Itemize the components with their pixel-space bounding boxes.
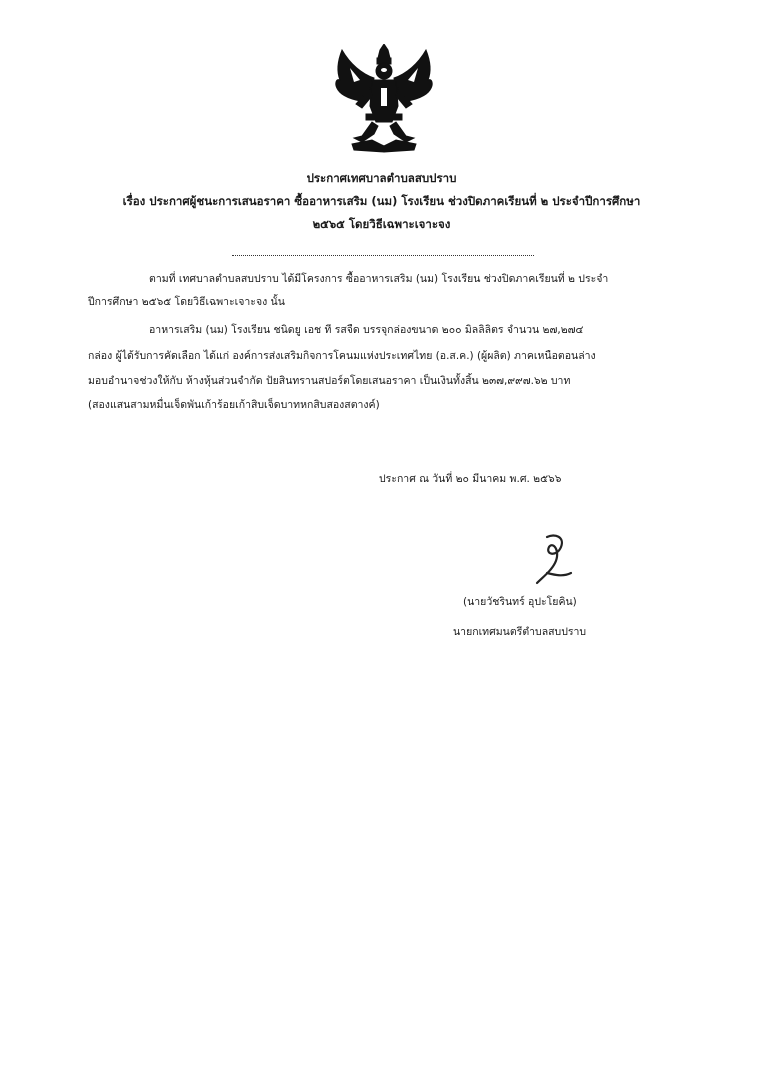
body-p1-line-1: ตามที่ เทศบาลตำบลสบปราบ ได้มีโครงการ ซื้ออาหารเสริม (นม) โรงเรียน ช่วงปิดภาคเรียนที่ ๒ ประจำ: [149, 273, 609, 285]
announcement-subject-line-1: เรื่อง ประกาศผู้ชนะการเสนอราคา ซื้ออาหารเสริม (นม) โรงเรียน ช่วงปิดภาคเรียนที่ ๒ ประจำปีการศึกษา: [122, 194, 641, 208]
handwritten-signature-icon: [525, 533, 577, 587]
announcement-org-title: ประกาศเทศบาลตำบลสบปราบ: [306, 171, 457, 185]
body-p2-line-1: อาหารเสริม (นม) โรงเรียน ชนิดยู เอช ที รสจืด บรรจุกล่องขนาด ๒๐๐ มิลลิลิตร จำนวน ๒๗,๒๗๔: [149, 324, 584, 336]
body-p1-line-2: ปีการศึกษา ๒๕๖๕ โดยวิธีเฉพาะเจาะจง นั้น: [88, 296, 285, 308]
header-divider: [232, 255, 534, 256]
body-p2-line-4: (สองแสนสามหมื่นเจ็ดพันเก้าร้อยเก้าสิบเจ็ดบาทหกสิบสองสตางค์): [88, 399, 380, 411]
announcement-subject-line-2: ๒๕๖๕ โดยวิธีเฉพาะเจาะจง: [312, 217, 451, 231]
garuda-emblem-icon: [332, 44, 436, 156]
body-p2-line-2: กล่อง ผู้ได้รับการคัดเลือก ได้แก่ องค์การส่งเสริมกิจการโคนมแห่งประเทศไทย (อ.ส.ค.) (ผู้ผลิต) ภาคเหนือตอนล่าง: [88, 350, 596, 362]
announcement-date: ประกาศ ณ วันที่ ๒๐ มีนาคม พ.ศ. ๒๕๖๖: [379, 473, 562, 485]
body-p2-line-3: มอบอำนาจช่วงให้กับ ห้างหุ้นส่วนจำกัด ปัยสินทรานสปอร์ตโดยเสนอราคา เป็นเงินทั้งสิ้น ๒๓๗,๙๙๗.๖๒ บาท: [88, 375, 571, 387]
signatory-position: นายกเทศมนตรีตำบลสบปราบ: [453, 626, 587, 638]
signatory-name: (นายวัชรินทร์ อุปะโยคิน): [463, 596, 577, 608]
